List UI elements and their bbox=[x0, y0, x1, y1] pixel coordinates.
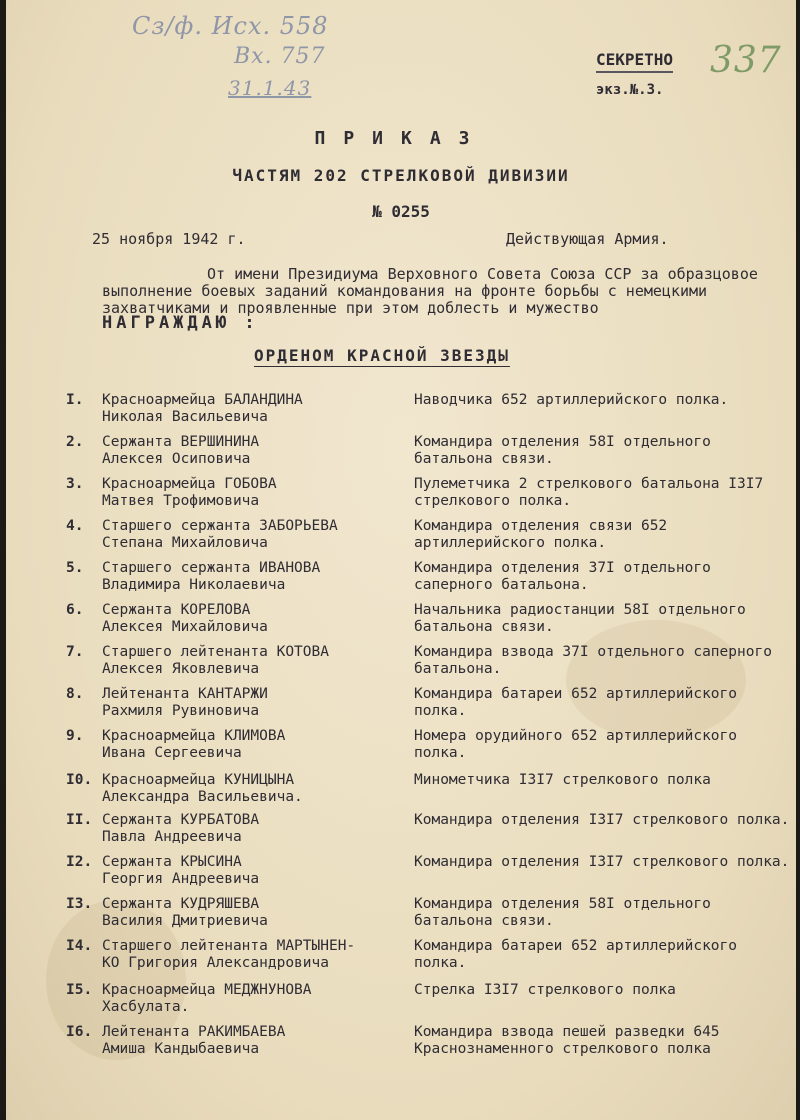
entry-name-given: Алексея Михайловича bbox=[102, 619, 268, 635]
entry-name bbox=[102, 518, 338, 552]
copy-number: экз.№.3. bbox=[596, 82, 664, 98]
list-item bbox=[6, 514, 796, 556]
entry-number: 8. bbox=[66, 686, 84, 702]
entry-number: 6. bbox=[66, 602, 84, 618]
entry-position: Стрелка I3I7 стрелкового полка bbox=[414, 982, 676, 998]
entry-name bbox=[102, 938, 355, 972]
entry-name-given: Алексея Яковлевича bbox=[102, 661, 260, 677]
entry-name bbox=[102, 896, 268, 930]
secret-stamp: СЕКРЕТНО bbox=[596, 50, 673, 73]
entry-number: I6. bbox=[66, 1024, 93, 1040]
entry-name-rank: Сержанта КОРЕЛОВА bbox=[102, 602, 251, 618]
list-item bbox=[6, 978, 796, 1020]
entry-name-given: Степана Михайловича bbox=[102, 535, 268, 551]
entry-position: Командира отделения 58I отдельного батальона связи. bbox=[414, 434, 711, 467]
order-date: 25 ноября 1942 г. bbox=[92, 230, 246, 248]
order-subtitle: ЧАСТЯМ 202 СТРЕЛКОВОЙ ДИВИЗИИ bbox=[232, 166, 570, 185]
handwritten-incoming-ref: Вх. 757 bbox=[234, 44, 326, 69]
entry-name bbox=[102, 686, 268, 720]
entry-name bbox=[102, 772, 303, 806]
entry-name bbox=[102, 812, 259, 846]
entry-number: 9. bbox=[66, 728, 84, 744]
entry-number: I4. bbox=[66, 938, 93, 954]
entry-name-given: Николая Васильевича bbox=[102, 409, 268, 425]
list-item bbox=[6, 472, 796, 514]
entry-name bbox=[102, 392, 303, 426]
list-item bbox=[6, 598, 796, 640]
entry-number: 4. bbox=[66, 518, 84, 534]
entry-name-given: Ивана Сергеевича bbox=[102, 745, 242, 761]
entry-number: 5. bbox=[66, 560, 84, 576]
entry-position: Командира отделения 58I отдельного батальона связи. bbox=[414, 896, 711, 929]
list-item bbox=[6, 768, 796, 810]
entry-position: Минометчика I3I7 стрелкового полка bbox=[414, 772, 711, 788]
entry-name-given: Владимира Николаевича bbox=[102, 577, 286, 593]
entry-position: Командира отделения I3I7 стрелкового полка. bbox=[414, 812, 790, 828]
list-item bbox=[6, 808, 796, 850]
entry-number: I5. bbox=[66, 982, 93, 998]
entry-number: I0. bbox=[66, 772, 93, 788]
list-item bbox=[6, 640, 796, 682]
entry-name-rank: Старшего сержанта ЗАБОРЬЕВА bbox=[102, 518, 338, 534]
list-item bbox=[6, 430, 796, 472]
entry-name-rank: Красноармейца КУНИЦЫНА bbox=[102, 772, 295, 788]
entry-name-rank: Лейтенанта КАНТАРЖИ bbox=[102, 686, 268, 702]
order-title: ПРИКАЗ bbox=[314, 128, 488, 149]
entry-position: Командира взвода пешей разведки 645 Краснознаменного стрелкового полка bbox=[414, 1024, 720, 1057]
entry-number: I3. bbox=[66, 896, 93, 912]
handwritten-page-number: 337 bbox=[710, 40, 782, 81]
entry-name bbox=[102, 728, 285, 762]
entry-name-rank: Сержанта КРЫСИНА bbox=[102, 854, 242, 870]
entry-name-rank: Красноармейца МЕДЖНУНОВА bbox=[102, 982, 312, 998]
entry-name-given: Хасбулата. bbox=[102, 999, 190, 1015]
army-label: Действующая Армия. bbox=[506, 230, 669, 248]
order-number: № 0255 bbox=[372, 202, 430, 221]
list-item bbox=[6, 934, 796, 976]
entry-position: Командира отделения I3I7 стрелкового полка. bbox=[414, 854, 790, 870]
list-item bbox=[6, 850, 796, 892]
preamble-paragraph bbox=[102, 266, 792, 317]
handwritten-date: 31.1.43 bbox=[228, 76, 312, 100]
entry-name-given: Георгия Андреевича bbox=[102, 871, 260, 887]
entry-number: 2. bbox=[66, 434, 84, 450]
entry-position: Пулеметчика 2 стрелкового батальона I3I7 стрелкового полка. bbox=[414, 476, 764, 509]
document-page bbox=[6, 0, 796, 1120]
list-item bbox=[6, 682, 796, 724]
entry-name bbox=[102, 602, 268, 636]
entry-name bbox=[102, 476, 277, 510]
entry-name-rank: Старшего сержанта ИВАНОВА bbox=[102, 560, 321, 576]
entry-number: I. bbox=[66, 392, 84, 408]
entry-name-rank: Старшего лейтенанта КОТОВА bbox=[102, 644, 329, 660]
entry-position: Командира батареи 652 артиллерийского полка. bbox=[414, 686, 738, 719]
list-item bbox=[6, 892, 796, 934]
entry-position: Командира батареи 652 артиллерийского полка. bbox=[414, 938, 738, 971]
entry-position: Командира отделения 37I отдельного саперного батальона. bbox=[414, 560, 711, 593]
entry-name-given: Рахмиля Рувиновича bbox=[102, 703, 260, 719]
entry-name bbox=[102, 644, 329, 678]
entry-number: 7. bbox=[66, 644, 84, 660]
entry-name bbox=[102, 560, 320, 594]
entry-name-given: Матвея Трофимовича bbox=[102, 493, 260, 509]
entry-name-rank: Сержанта ВЕРШИНИНА bbox=[102, 434, 260, 450]
entry-name bbox=[102, 434, 259, 468]
entry-name-given: Алексея Осиповича bbox=[102, 451, 251, 467]
list-item bbox=[6, 724, 796, 766]
entry-name bbox=[102, 1024, 285, 1058]
entry-position: Наводчика 652 артиллерийского полка. bbox=[414, 392, 729, 408]
entry-position: Начальника радиостанции 58I отдельного батальона связи. bbox=[414, 602, 746, 635]
entry-name-given: КО Григория Александровича bbox=[102, 955, 329, 971]
entry-name-rank: Лейтенанта РАКИМБАЕВА bbox=[102, 1024, 286, 1040]
award-name: ОРДЕНОМ КРАСНОЙ ЗВЕЗДЫ bbox=[254, 346, 510, 365]
awarded-heading: НАГРАЖДАЮ : bbox=[102, 313, 259, 333]
entry-position: Командира взвода 37I отдельного саперного батальона. bbox=[414, 644, 772, 677]
entry-name-rank: Сержанта КУДРЯШЕВА bbox=[102, 896, 260, 912]
entry-name bbox=[102, 982, 312, 1016]
entry-name-given: Александра Васильевича. bbox=[102, 789, 303, 805]
preamble-text: От имени Президиума Верховного Совета Союза ССР за образцовое выполнение боевых заданий командования на фронте борьбы с немецкими захватчиками и проявленные при этом доблесть и мужество bbox=[102, 265, 758, 317]
entry-name-given: Павла Андреевича bbox=[102, 829, 242, 845]
entry-number: 3. bbox=[66, 476, 84, 492]
entry-position: Командира отделения связи 652 артиллерийского полка. bbox=[414, 518, 668, 551]
list-item bbox=[6, 388, 796, 430]
handwritten-outgoing-ref: Сз/ф. Исх. 558 bbox=[132, 12, 329, 40]
list-item bbox=[6, 1020, 796, 1062]
entry-number: II. bbox=[66, 812, 93, 828]
entry-name-rank: Красноармейца ГОБОВА bbox=[102, 476, 277, 492]
entry-name-given: Василия Дмитриевича bbox=[102, 913, 268, 929]
entry-name-rank: Сержанта КУРБАТОВА bbox=[102, 812, 260, 828]
entry-position: Номера орудийного 652 артиллерийского полка. bbox=[414, 728, 738, 761]
entry-name-rank: Красноармейца КЛИМОВА bbox=[102, 728, 286, 744]
entry-name bbox=[102, 854, 259, 888]
entry-number: I2. bbox=[66, 854, 93, 870]
list-item bbox=[6, 556, 796, 598]
entry-name-given: Амиша Кандыбаевича bbox=[102, 1041, 260, 1057]
entry-name-rank: Старшего лейтенанта МАРТЫНЕН- bbox=[102, 938, 356, 954]
entry-name-rank: Красноармейца БАЛАНДИНА bbox=[102, 392, 303, 408]
